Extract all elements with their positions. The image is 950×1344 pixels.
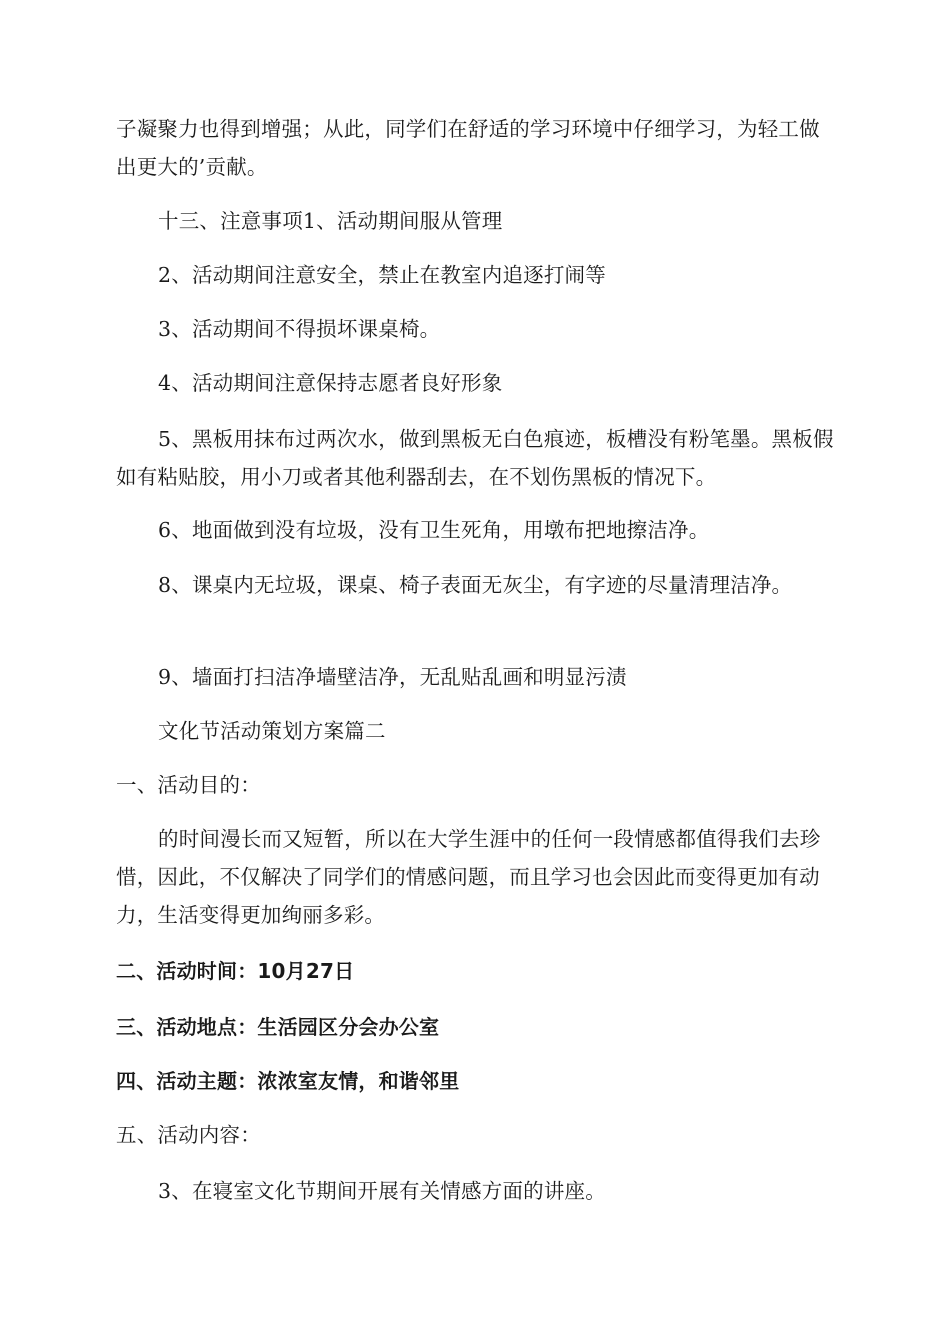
paragraph-conclusion: 子凝聚力也得到增强；从此，同学们在舒适的学习环境中仔细学习，为轻工做出更大的’贡献。: [116, 117, 820, 179]
heading-theme: 四、活动主题：浓浓室友情，和谐邻里: [116, 1069, 460, 1093]
heading-purpose: 一、活动目的：: [116, 773, 261, 797]
heading-location: 三、活动地点：生活园区分会办公室: [116, 1015, 440, 1039]
paragraph-note-8: 8、课桌内无垃圾，课桌、椅子表面无灰尘，有字迹的尽量清理洁净。: [158, 573, 793, 597]
paragraph-note-3: 3、活动期间不得损坏课桌椅。: [158, 317, 441, 341]
paragraph-content-3: 3、在寝室文化节期间开展有关情感方面的讲座。: [158, 1179, 606, 1203]
section-title: 文化节活动策划方案篇二: [158, 719, 386, 743]
heading-content: 五、活动内容：: [116, 1123, 261, 1147]
paragraph-note-2: 2、活动期间注意安全，禁止在教室内追逐打闹等: [158, 263, 606, 287]
paragraph-notes-heading: 十三、注意事项1、活动期间服从管理: [158, 209, 503, 233]
heading-time: 二、活动时间：10月27日: [116, 959, 355, 983]
paragraph-purpose: 的时间漫长而又短暂，所以在大学生涯中的任何一段情感都值得我们去珍惜，因此，不仅解决了同学们的情感问题，而且学习也会因此而变得更加有动力，生活变得更加绚丽多彩。: [116, 827, 821, 927]
paragraph-note-9: 9、墙面打扫洁净墙壁洁净，无乱贴乱画和明显污渍: [158, 665, 627, 689]
paragraph-note-5: 5、黑板用抹布过两次水，做到黑板无白色痕迹，板槽没有粉笔墨。黑板假如有粘贴胶，用小刀或者其他利器刮去，在不划伤黑板的情况下。: [116, 427, 834, 489]
paragraph-note-6: 6、地面做到没有垃圾，没有卫生死角，用墩布把地擦洁净。: [158, 518, 710, 542]
paragraph-note-4: 4、活动期间注意保持志愿者良好形象: [158, 371, 503, 395]
